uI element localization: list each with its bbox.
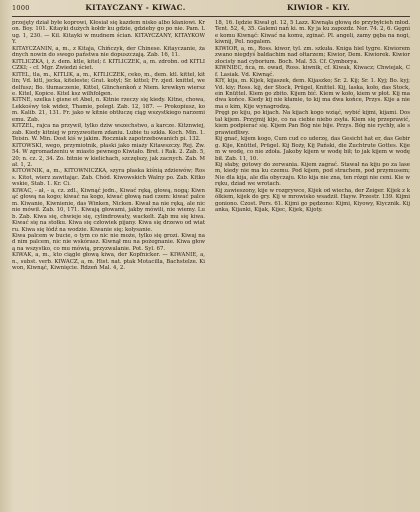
entry-paragraph: Pręgi po kiju, po kijach. Na kijach kogo wziąć, wybić kijmi, kijami. Dostał kijem. Przyjmij kije, co na ciebie niebo zsyła. Kiem się przeprawić, kiem podpierać się. Kijem Pan Bóg nie bije. Przys. Bóg nie rychły, ale sprawiedliwy.: [215, 110, 410, 136]
page-number: 1000: [12, 4, 30, 12]
header-rule: [12, 16, 410, 17]
running-header: [12, 3, 410, 15]
left-column: [12, 20, 205, 510]
entry-paragraph: KIWAC, - ał, - a, cz. zdl., Kiwnąć jedn., Kiwać ręką, głową, nogą; Kiwnąć głową na kogo; kiwać na kogo, kiwać głową nad czem: kiwać palcem. Kiwanie, Kiwnienie, das Winken, Nicken. Kiwał na nie ręką, ale nic nie mówił. Zab. 10, 171. Kiwają głowami, jakby mówili, nie wiemy. Lub. Zab. Kiwa się, chwieje się, cylindrowaty, wackelt. Ząb mu się kiwa. Kiwać się na stołku. Kiwa się człowiek pijany. Kiwa się drzewo od wiatru. Kiwa się łódź na wodzie. Kiwanie się; kołysanie.: [12, 187, 205, 233]
entry-paragraph: KIWAK, a, m., kto ciągle głową kiwa, der Kopfnicker. — KIWANIE, a, n., subst. verb. KIWACZ, a, m. Hist. nat. ptak Motacilla, Bachstelze. Kiwon, Kiwnąć, Kiwnięcie. Rdzeń Mal. 4, 2.: [12, 252, 205, 272]
entry-paragraph: Kij zawieszony, kije w rozgrywce, Kijek od wiecha, der Zeiger. Kijek z kółkiem, kijek do gry. Kij w mrowisko wsadził. Hayw. Przestr. 139. Kijmi goniono. Czost. Pers. 61. Kijmi go pędzono: Kijmi, Kiyowy, Kiycznik. Kijanka, Kijanki, Kijak, Kijec, Kijek, Kijoty.: [215, 187, 410, 214]
entry-paragraph: Kij gnać, kijem kogo, Cum cud co uderzę, das Gesicht hat er, das Gebirg. Kije, Knüttel, Prügel. Kij Boży, Kij Pański, die Zuchtrute Gottes. Kijem w wodę, co nie zdoła. Jakoby kijem w wodę bił; to jak kijem w wodę bił. Zab. 11, 10.: [215, 136, 410, 162]
text-columns: [12, 20, 410, 510]
entry-paragraph: KIWIOR, a, m., Ross. kiwor, tyl. zm. szkuła. Kniga hiel tygre. Kiwiorem zwano niegdyś baldachim nad ołtarzem; Kiwior, Dem. Kiwiorek. Kiwior złocisty nad cyborium. Boch. Mal. 53. Cf. Cymborya.: [215, 45, 410, 65]
right-column: [215, 20, 410, 510]
entry-paragraph: KIY, kija, m. Kijek, kijaszek, dem. Kijaszko; Sr. 2. Kij; Sr. 1. Kyj; Bo. kyj; Vd. kiy; Ross. kij, der Stock, Prügel, Knittel. Kij, laska, koło, das Stock, ein Knüttel. Kiem go zbito. Kijem bić. Kiem w koło, kiem w płot. Kij ma dwa końce. Kiedy kij nie kłamie, to kij ma dwa końce, Przys. Kije a nie ma o kim, Kije wynagrodzą.: [215, 78, 410, 110]
entry-paragraph: KITAYCZANIN, a, m., z Kitaja, Chińczyk, der Chinese. Kitayczanie, żadnych nowin do swego państwa nie dopuszczają. Zab. 16, 11.: [12, 45, 205, 59]
entry-paragraph: Kiwa palcem w bucie, o tym co nic nie może, tylko się grozi. Kiwaj nad nim palcem, nic nie wskórasz. Kiwnął mu na pożegnanie. Kiwa głową na wszystko, co mu mówią, przyzwalanie. Pot. Syl. 67.: [12, 232, 205, 252]
left-running-title: KITAYCZANY - KIWAC.: [85, 3, 186, 12]
entry-paragraph: przejęty dział byłe koprowi, Kłosiał się kazdem nisko albo kłaniowi. Kron. Boy. 101. Kitayki dużych kołdr ku gdzie, gdzieby go po nie. Pam. Lug. 1, 230. — Kil. Kitayki w mudnem ścian. KITAYCZANY, KITAYKOWY.: [12, 20, 205, 46]
entry-paragraph: KITOWSKI, wego, przymiotnik, płaski jako miaży Kitawszczy. Rej. Zw. 54. W zgromadzeniu w miasto pewnego Kiwiało. Bret. i Rak. 2. Zab. 5, 20; n. cz. 2, 34. Zo. bitnie w kielichach, szczęłszy, jak zacnych. Zab. Mał. 1, 2.: [12, 142, 205, 168]
entry-paragraph: KITLICZKA, i, ż. dem. ktle, kitel; f. KITLICZEK, a, m. zdrobn. od KITLICZKI; - cf. Mgr. Zwiedzi ściet.: [12, 58, 205, 72]
entry-paragraph: KITOWNIK, a, m., KITOWNICZKA, szyra płaska kiśnią zdziewów; Ross. Kitot, wierz zawitając. Zab. Chód. Kiwowskich Walny po. Zab. Kitkowskie, Stab. 1. Kr. Ci.: [12, 168, 205, 188]
entry-paragraph: KITZEL, rajca na przywił, tylko dziw wszechstwo, a karcze. Kitznwiej, zab. Kiedy kitniej w przyzwoitem zdaniu. Lubie tu szkła. Koch. Min. 1. Teisin. W. Min. Dost kiś w jakim. Roczniak zapotrzebowanich pi. 132.: [12, 123, 205, 143]
entry-paragraph: KIWNIEC, ńca, m. owad, Ross. kiwnik, cf. Kiwak, Kiwacz; Chwiejak, Cf. Lasiak. Vd. Kiwnąć.: [215, 65, 410, 78]
entry-paragraph: 18, 16. Iędzie Kiwał gł. 12, 5 Lazz. Kiwnąła głową do przybyłcieh młod. Tent. 52, 4, 35. Galemi nań ki. m. Ky ja ku zapozdz. Nor. 74. 2, 6. Gęgnie komu Kiwnąć: Kiwać na komu, zginać. Pl. angeli, zamy gęba na nogi, kiwnij, Pel. nogalem.: [215, 20, 410, 46]
entry-paragraph: Kij słaby, gotowy do zerwania. Kijem zagrać. Stawał na kiju po za lasem, kiedy nie ma ku czemu. Pod kijem, pod strachem, pod przymusem; Nie dla kija, ale dla obyczaju. Kto kija nie zna, ten rózgi nie ceni. Kie w ręku, dziad we wrotach.: [215, 161, 410, 188]
entry-paragraph: KITNE, szelka i gisne et Abel, n. Kitnie rzeczy się kiedy. Kitne, chowa, Lekkośwy tok wideż, Thamie, poległ. Zab. 12, 187. — Prokopiusz, kom. Kalib. 21, 131. Fr. jako w kitnie obtłuczę ciąg wszystkiego narzemiemu. Zab.: [12, 97, 205, 123]
right-running-title: KIWIOR - KIY.: [286, 3, 351, 12]
entry-paragraph: KITEL, tla, m., KITLIK, a, m., KITLICZEK, ceko, m., dem. ktl. kittel, kitlin; Vd. kitl, jecka, kiteleste; Grat. kotyl; Sr. kittel; Fr. zjed. knittel, wedelfusz; Bo. tłumaczenie, Kittel, Glinchenkoń z Niem. krewkyn wiersze. Kitel, Kopice. Kitel ksz wilhfolgen.: [12, 71, 205, 97]
